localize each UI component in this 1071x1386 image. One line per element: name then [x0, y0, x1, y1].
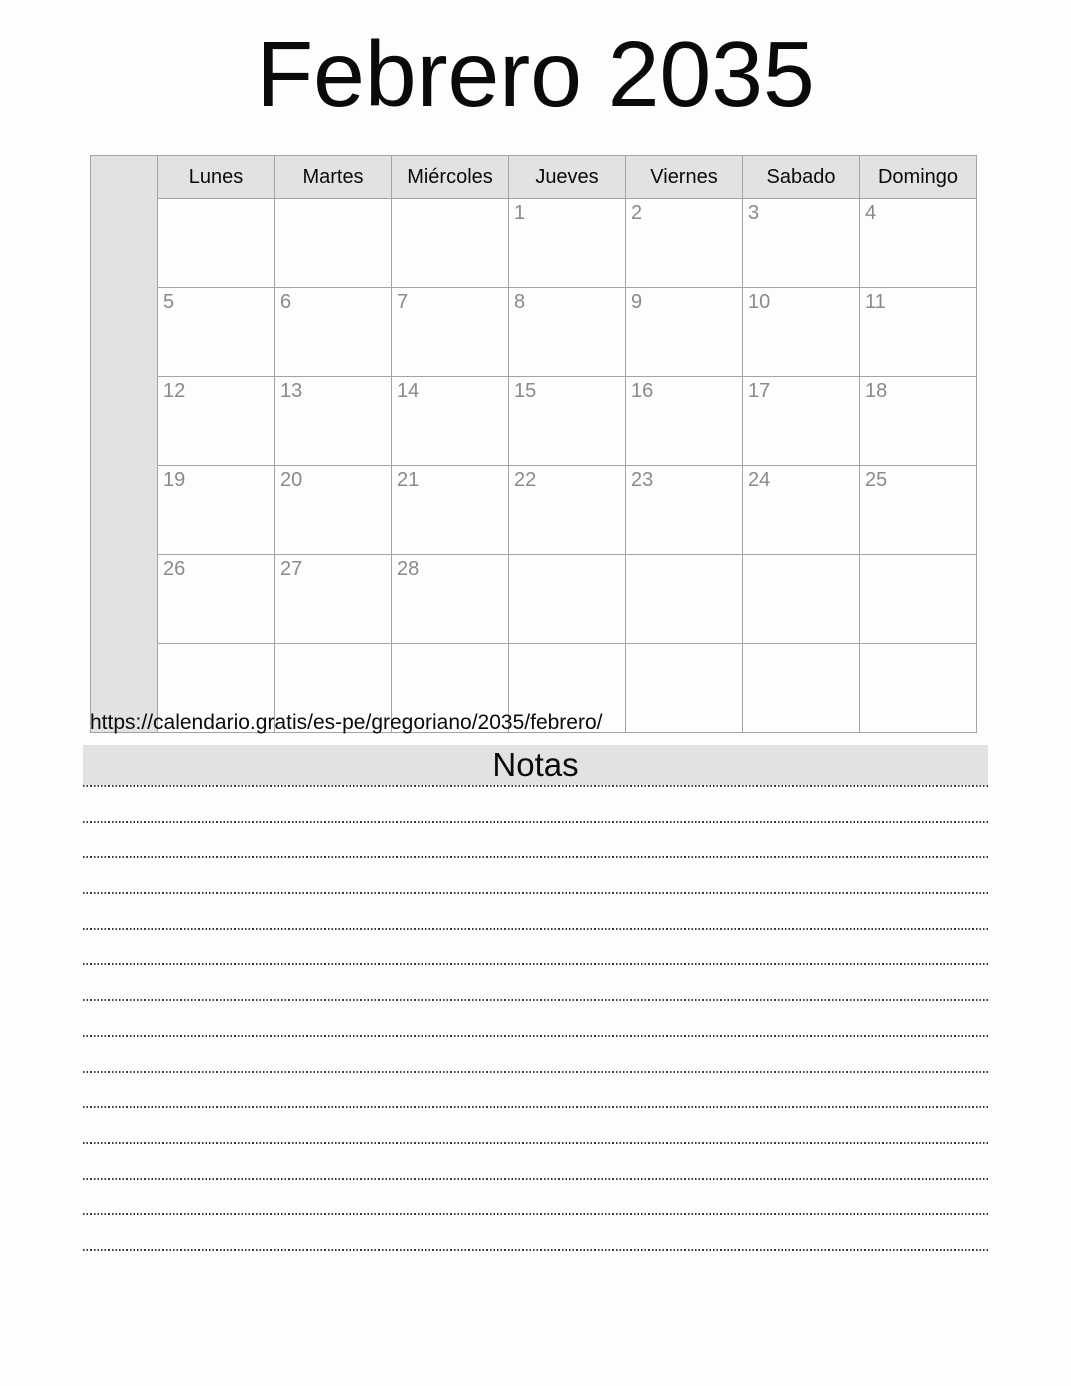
calendar-week-row [91, 377, 977, 466]
day-number: 21 [397, 469, 420, 491]
day-cell [626, 644, 743, 733]
day-number: 23 [631, 469, 654, 491]
day-number: 3 [748, 202, 760, 224]
day-cell [392, 199, 509, 288]
calendar-body [91, 156, 977, 733]
day-cell [275, 288, 392, 377]
day-cell [860, 199, 977, 288]
notes-header-bar [83, 745, 988, 785]
calendar-table [90, 155, 977, 733]
calendar-week-row [91, 466, 977, 555]
day-cell [626, 466, 743, 555]
note-line [83, 1001, 988, 1037]
day-number: 6 [280, 291, 292, 313]
day-cell [158, 377, 275, 466]
note-line [83, 930, 988, 966]
note-line [83, 1037, 988, 1073]
day-number: 27 [280, 558, 303, 580]
day-cell [626, 199, 743, 288]
note-line [83, 894, 988, 930]
note-line [83, 965, 988, 1001]
day-number: 19 [163, 469, 186, 491]
day-cell [860, 555, 977, 644]
day-cell [743, 377, 860, 466]
day-cell [626, 555, 743, 644]
day-number: 8 [514, 291, 526, 313]
day-cell [392, 555, 509, 644]
day-cell [158, 466, 275, 555]
day-cell [743, 644, 860, 733]
day-number: 4 [865, 202, 877, 224]
calendar-section [90, 155, 977, 733]
note-line [83, 823, 988, 859]
note-line [83, 858, 988, 894]
day-number: 15 [514, 380, 537, 402]
day-cell [509, 377, 626, 466]
weekday-header: Viernes [626, 156, 743, 199]
note-line [83, 1180, 988, 1216]
day-cell [860, 644, 977, 733]
day-cell [509, 555, 626, 644]
day-cell [158, 199, 275, 288]
note-line [83, 1108, 988, 1144]
day-cell [743, 199, 860, 288]
day-cell [626, 377, 743, 466]
day-number: 18 [865, 380, 888, 402]
day-cell [509, 466, 626, 555]
day-number: 26 [163, 558, 186, 580]
weekday-header: Miércoles [392, 156, 509, 199]
day-number: 20 [280, 469, 303, 491]
weekday-header-row [91, 156, 977, 199]
weekday-header: Sabado [743, 156, 860, 199]
page-title: Febrero 2035 [256, 22, 815, 126]
day-cell [158, 288, 275, 377]
calendar-week-row [91, 288, 977, 377]
day-number: 17 [748, 380, 771, 402]
day-cell [860, 288, 977, 377]
day-number: 22 [514, 469, 537, 491]
day-number: 24 [748, 469, 771, 491]
calendar-week-row [91, 199, 977, 288]
day-cell [743, 288, 860, 377]
day-cell [743, 555, 860, 644]
day-cell [392, 377, 509, 466]
day-number: 25 [865, 469, 888, 491]
source-url-text: https://calendario.gratis/es-pe/gregoriano/2035/febrero/ [90, 711, 603, 734]
day-cell [509, 199, 626, 288]
calendar-week-row [91, 555, 977, 644]
day-number: 12 [163, 380, 186, 402]
day-number: 7 [397, 291, 409, 313]
week-gutter-column [91, 156, 158, 733]
day-cell [860, 377, 977, 466]
day-cell [743, 466, 860, 555]
day-number: 1 [514, 202, 526, 224]
day-cell [275, 466, 392, 555]
day-cell [275, 377, 392, 466]
weekday-header: Jueves [509, 156, 626, 199]
day-number: 28 [397, 558, 420, 580]
note-line [83, 1073, 988, 1109]
note-line [83, 1215, 988, 1251]
day-number: 2 [631, 202, 643, 224]
day-cell [275, 199, 392, 288]
day-cell [626, 288, 743, 377]
day-number: 13 [280, 380, 303, 402]
day-number: 16 [631, 380, 654, 402]
day-cell [509, 288, 626, 377]
day-cell [275, 555, 392, 644]
weekday-header: Lunes [158, 156, 275, 199]
day-number: 14 [397, 380, 420, 402]
day-number: 9 [631, 291, 643, 313]
day-cell [158, 555, 275, 644]
day-cell [392, 288, 509, 377]
weekday-header: Martes [275, 156, 392, 199]
notes-title: Notas [492, 746, 579, 783]
note-line [83, 787, 988, 823]
day-cell [392, 466, 509, 555]
day-number: 11 [865, 291, 886, 313]
day-number: 5 [163, 291, 175, 313]
weekday-header: Domingo [860, 156, 977, 199]
day-cell [860, 466, 977, 555]
notes-lines [83, 787, 988, 1251]
day-number: 10 [748, 291, 771, 313]
note-line [83, 1144, 988, 1180]
